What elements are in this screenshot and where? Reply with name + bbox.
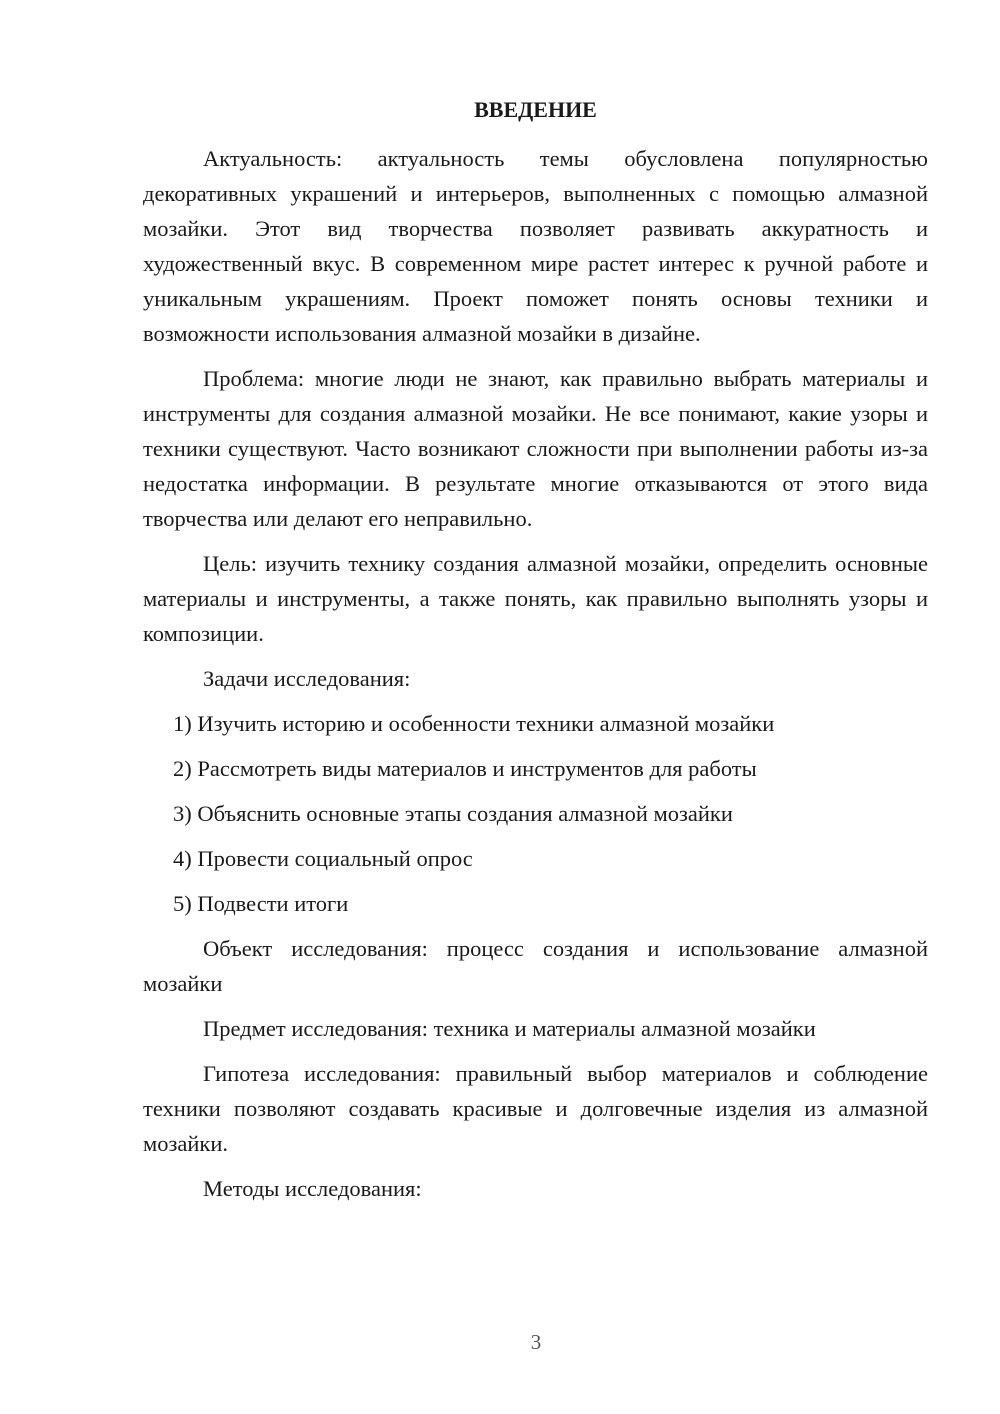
task-item: 5) Подвести итоги bbox=[173, 891, 349, 916]
tasks-heading: Задачи исследования: bbox=[203, 666, 411, 691]
methods-paragraph: Методы исследования: bbox=[203, 1176, 422, 1201]
problem-paragraph: Проблема: многие люди не знают, как правильно выбрать материалы и инструменты для создания алмазной мозайки. Не все понимают, какие узоры и техники существуют. Часто возникают сложности при выполнении работы из-за недостатка информации. В результате многие отказываются от этого вида творчества или делают его неправильно. bbox=[143, 366, 928, 531]
section-title: ВВЕДЕНИЕ bbox=[474, 97, 597, 122]
page-number: 3 bbox=[530, 1330, 542, 1354]
document-page bbox=[143, 92, 928, 1216]
task-item: 1) Изучить историю и особенности техники алмазной мозайки bbox=[173, 711, 775, 736]
task-item: 2) Рассмотреть виды материалов и инструментов для работы bbox=[173, 756, 757, 781]
goal-paragraph: Цель: изучить технику создания алмазной мозайки, определить основные материалы и инструменты, а также понять, как правильно выполнять узоры и композиции. bbox=[143, 551, 928, 646]
relevance-paragraph: Актуальность: актуальность темы обусловлена популярностью декоративных украшений и интерьеров, выполненных с помощью алмазной мозайки. Этот вид творчества позволяет развивать аккуратность и художественный вкус. В современном мире растет интерес к ручной работе и уникальным украшениям. Проект поможет понять основы техники и возможности использования алмазной мозайки в дизайне. bbox=[143, 146, 928, 346]
object-paragraph: Объект исследования: процесс создания и использование алмазной мозайки bbox=[143, 936, 928, 996]
task-item: 3) Объяснить основные этапы создания алмазной мозайки bbox=[173, 801, 733, 826]
task-item: 4) Провести социальный опрос bbox=[173, 846, 473, 871]
hypothesis-paragraph: Гипотеза исследования: правильный выбор материалов и соблюдение техники позволяют создавать красивые и долговечные изделия из алмазной мозайки. bbox=[143, 1061, 928, 1156]
subject-paragraph: Предмет исследования: техника и материалы алмазной мозайки bbox=[203, 1016, 816, 1041]
task-list bbox=[143, 706, 928, 921]
